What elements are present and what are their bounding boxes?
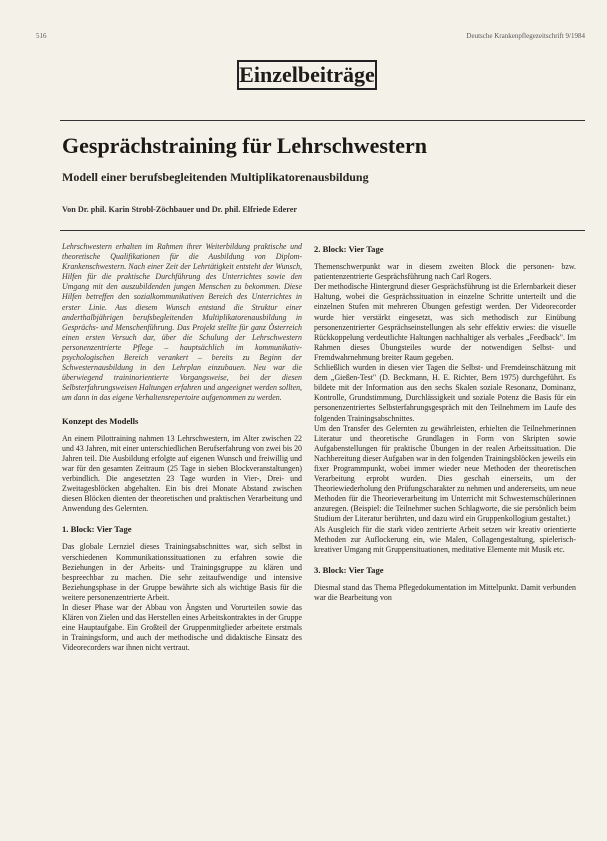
section-label: Einzelbeiträge: [237, 60, 377, 90]
heading-block-1: 1. Block: Vier Tage: [62, 524, 132, 535]
block1-paragraph-1: Das globale Lernziel dieses Trainingsabschnittes war, sich selbst in verschiedenen Kommunikationssituationen zu erfahren sowie die Beziehungen in der Arbeits- und Trainingsgruppe zu klären und bespreechbar zu machen. Die sehr zeitaufwendige und intensive Beziehungsphase in der Gruppe bewährte sich als wichtige Basis für die weitere personenzentrierte Arbeit.: [62, 542, 302, 602]
authors-rule: [60, 230, 585, 231]
block1-paragraph-2: In dieser Phase war der Abbau von Ängsten und Vorurteilen sowie das Klären von Zielen und das Herstellen eines Arbeitskontraktes in der Gruppe eine Hauptaufgabe. Ein Großteil der Gruppenmitglieder arbeitete erstmals in Trainingsform, und auch der methodische und didaktische Einsatz des Videorecorders war ihnen nicht vertraut.: [62, 603, 302, 653]
block2-paragraph-1: Themenschwerpunkt war in diesem zweiten Block die personen- bzw. patientenzentrierte Gesprächsführung nach Carl Rogers.: [314, 262, 576, 282]
running-head: Deutsche Krankenpflegezeitschrift 9/1984: [466, 32, 585, 40]
concept-paragraph: An einem Pilottraining nahmen 13 Lehrschwestern, im Alter zwischen 22 und 43 Jahren, mit einer unterschiedlichen Berufserfahrung von zwei bis 20 Jahren teil. Die Ausbildung erfolgte auf eigenen Wunsch und freiwillig und war für den gesamten Zeitraum (25 Tage in sieben Blockveranstaltungen) verbindlich. Die angesetzten 23 Tage wurden in Vier-, Drei- und Zweitagesblöcken abgehalten. Ein bis drei Monate Abstand zwischen diesen Blöcken dienten der theoretischen und praktischen Verarbeitung und Anwendung des Gelernten.: [62, 433, 302, 514]
block2-paragraph-5: Als Ausgleich für die stark video zentrierte Arbeit setzen wir kreativ orientierte Methoden zur Auflockerung ein, wie Malen, Collagengestaltung, spielerisch-kreativer Umgang mit Gruppensituationen, meditative Elemente mit Musik etc.: [314, 524, 576, 554]
article-authors: Von Dr. phil. Karin Strobl-Zöchbauer und Dr. phil. Elfriede Ederer: [62, 205, 297, 214]
heading-block-3: 3. Block: Vier Tage: [314, 564, 384, 575]
right-column: [314, 244, 576, 603]
block2-paragraph-2: Der methodische Hintergrund dieser Gesprächsführung ist die Erlernbarkeit dieser Haltung, wobei die Gesprächssituation in einzelne Schritte unterteilt und die einzelnen Stufen mit mehreren Übungen gefestigt werden. Der Videorecorder wurde hier verstärkt eingesetzt, was sich methodisch zur Einübung personenzentrierter Gesprächseinstellungen als sehr effektiv erwies: die visuelle Rückkoppelung verdeutlichte Haltungen nachhaltiger als verbales „Feedback". Im Rahmen dieses Übungsteiles wurde der notwendigen Selbst- und Fremdwahrnehmung breiter Raum gegeben.: [314, 282, 576, 362]
block3-paragraph: Diesmal stand das Thema Pflegedokumentation im Mittelpunkt. Damit verbunden war die Bearbeitung von: [314, 582, 576, 602]
block2-paragraph-4: Um den Transfer des Gelernten zu gewährleisten, erhielten die Teilnehmerinnen Literatur und theoretische Grundlagen in Form von Skripten sowie Aufgabenstellungen für praktische Übungen in der realen Arbeitssituation. Die Nachbereitung dieser Aufgaben war in den folgenden Trainingsblöcken jeweils ein fixer Programmpunkt, wobei immer wieder neue Methoden der theoretischen Verarbeitung erprobt wurden. Dies geschah einerseits, um der Theoriewiederholung den Prüfungscharakter zu nehmen und andererseits, um neue Methoden für die Theorieverarbeitung im Unterricht mit Schwesternschülerinnen anzuregen. (Beispiel: die Teilnehmer suchen Schlagworte, die sie persönlich beim Studium der Literatur berührten, und dazu wird ein Gruppenkollogium gestaltet.): [314, 423, 576, 524]
top-rule: [60, 120, 585, 121]
block2-paragraph-3: Schließlich wurden in diesen vier Tagen die Selbst- und Fremdeinschätzung mit dem „Gießen-Test" (D. Beckmann, H. E. Richter, Bern 1975) durchgeführt. Es bildete mit der Information aus den sechs Skalen soziale Resonanz, Dominanz, Kontrolle, Grundstimmung, Durchlässigkeit und soziale Potenz die Basis für ein personenzentriertes Selbsterfahrungsgespräch mit den Teilnehmern im Laufe des folgenden Trainingsabschnittes.: [314, 363, 576, 423]
page-number: 516: [36, 32, 47, 40]
article-subtitle: Modell einer berufsbegleitenden Multiplikatorenausbildung: [62, 170, 369, 184]
heading-block-2: 2. Block: Vier Tage: [314, 244, 384, 254]
heading-concept: Konzept des Modells: [62, 415, 139, 426]
article-title: Gesprächstraining für Lehrschwestern: [62, 133, 428, 158]
left-column: [62, 242, 302, 653]
intro-paragraph: Lehrschwestern erhalten im Rahmen ihrer Weiterbildung praktische und theoretische Qualifikationen für die Ausbildung von Diplom-Krankenschwestern. Nach einer Zeit der Lehrtätigkeit entsteht der Wunsch, Hilfen für die praktische Durchführung des Unterrichtes sowie den Umgang mit den auszubildenden jungen Menschen zu bekommen. Diese Hilfen betreffen den sozialkommunikativen Bereich des Unterrichtes in erster Linie. Aus diesem Wunsch entstand die Struktur einer anderthalbjährigen berufsbegleitenden Multiplikatorenausbildung in Gesprächs- und Menschenführung. Das Projekt stellte für ganz Österreich einen ersten Versuch dar, über die Schulung der Lehrschwestern personenzentrierte Pflege – hauptsächlich im kommunikativ-psychologischen Bereich verankert – bereits zu Beginn der Schwesternausbildung in den Lehrplan einzubauen. Neu war die überwiegend traininorientierte Vorgangsweise, bei der diesen Selbsterfahrungsweisen Haltungen erfahren und angeeignet werden sollten, um dann in das eigene Verhaltensrepertoire aufgenommen zu werden.: [62, 242, 302, 403]
